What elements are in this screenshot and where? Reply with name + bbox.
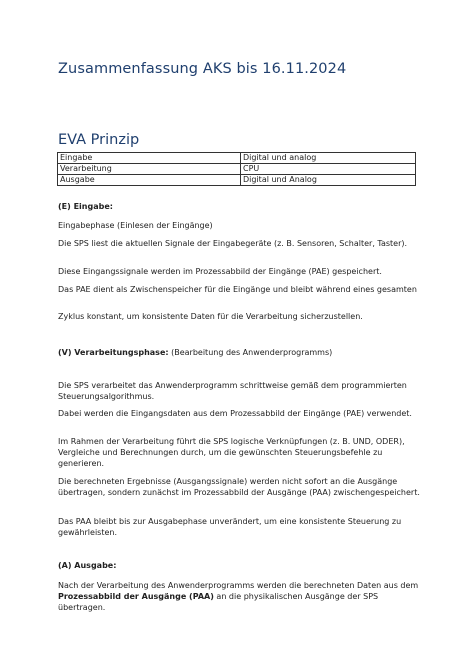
processing-paragraph: Das PAA bleibt bis zur Ausgabephase unverändert, um eine konsistente Steuerung zu gewährleisten.	[58, 517, 402, 537]
input-paragraph: Diese Eingangssignale werden im Prozessabbild der Eingänge (PAE) gespeichert.	[58, 267, 382, 276]
section-heading: EVA Prinzip	[58, 132, 140, 148]
processing-heading-rest: (Bearbeitung des Anwenderprogramms)	[168, 348, 333, 357]
input-paragraph: Zyklus konstant, um konsistente Daten für die Verarbeitung sicherzustellen.	[58, 312, 363, 321]
table-cell: CPU	[241, 164, 416, 175]
processing-paragraph: Dabei werden die Eingangsdaten aus dem Prozessabbild der Eingänge (PAE) verwendet.	[58, 409, 412, 418]
table-cell: Digital und Analog	[241, 175, 416, 186]
processing-paragraph: Die SPS verarbeitet das Anwenderprogramm schrittweise gemäß dem programmierten Steuerungsalgorithmus.	[58, 381, 407, 401]
table-row	[58, 164, 416, 175]
eva-table	[57, 152, 416, 186]
table-cell: Ausgabe	[58, 175, 241, 186]
table-cell: Verarbeitung	[58, 164, 241, 175]
input-heading: (E) Eingabe:	[58, 202, 113, 211]
document-title: Zusammenfassung AKS bis 16.11.2024	[58, 61, 347, 77]
input-paragraph: Eingabephase (Einlesen der Eingänge)	[58, 221, 213, 230]
processing-paragraph: Die berechneten Ergebnisse (Ausgangssignale) werden nicht sofort an die Ausgänge übertragen, sondern zunächst im Prozessabbild der Ausgänge (PAA) zwischengespeichert.	[58, 477, 420, 497]
input-paragraph: Das PAE dient als Zwischenspeicher für die Eingänge und bleibt während eines gesamten	[58, 285, 417, 294]
input-paragraph: Die SPS liest die aktuellen Signale der Eingabegeräte (z. B. Sensoren, Schalter, Taster).	[58, 239, 408, 248]
processing-heading	[58, 347, 423, 358]
output-heading: (A) Ausgabe:	[58, 561, 117, 570]
table-cell: Eingabe	[58, 153, 241, 164]
table-row	[58, 175, 416, 186]
output-text: an die physikalischen Ausgänge der SPS übertragen.	[58, 592, 379, 612]
output-text: Nach der Verarbeitung des Anwenderprogramms werden die berechneten Daten aus dem	[58, 581, 419, 590]
table-cell: Digital und analog	[241, 153, 416, 164]
output-paragraph	[58, 580, 423, 613]
processing-heading-bold: (V) Verarbeitungsphase:	[58, 348, 169, 357]
processing-paragraph: Im Rahmen der Verarbeitung führt die SPS logische Verknüpfungen (z. B. UND, ODER), Vergleiche und Berechnungen durch, um die gewünschten Steuerungsbefehle zu generieren.	[58, 437, 405, 468]
output-text-bold: Prozessabbild der Ausgänge (PAA)	[58, 592, 214, 601]
table-row	[58, 153, 416, 164]
